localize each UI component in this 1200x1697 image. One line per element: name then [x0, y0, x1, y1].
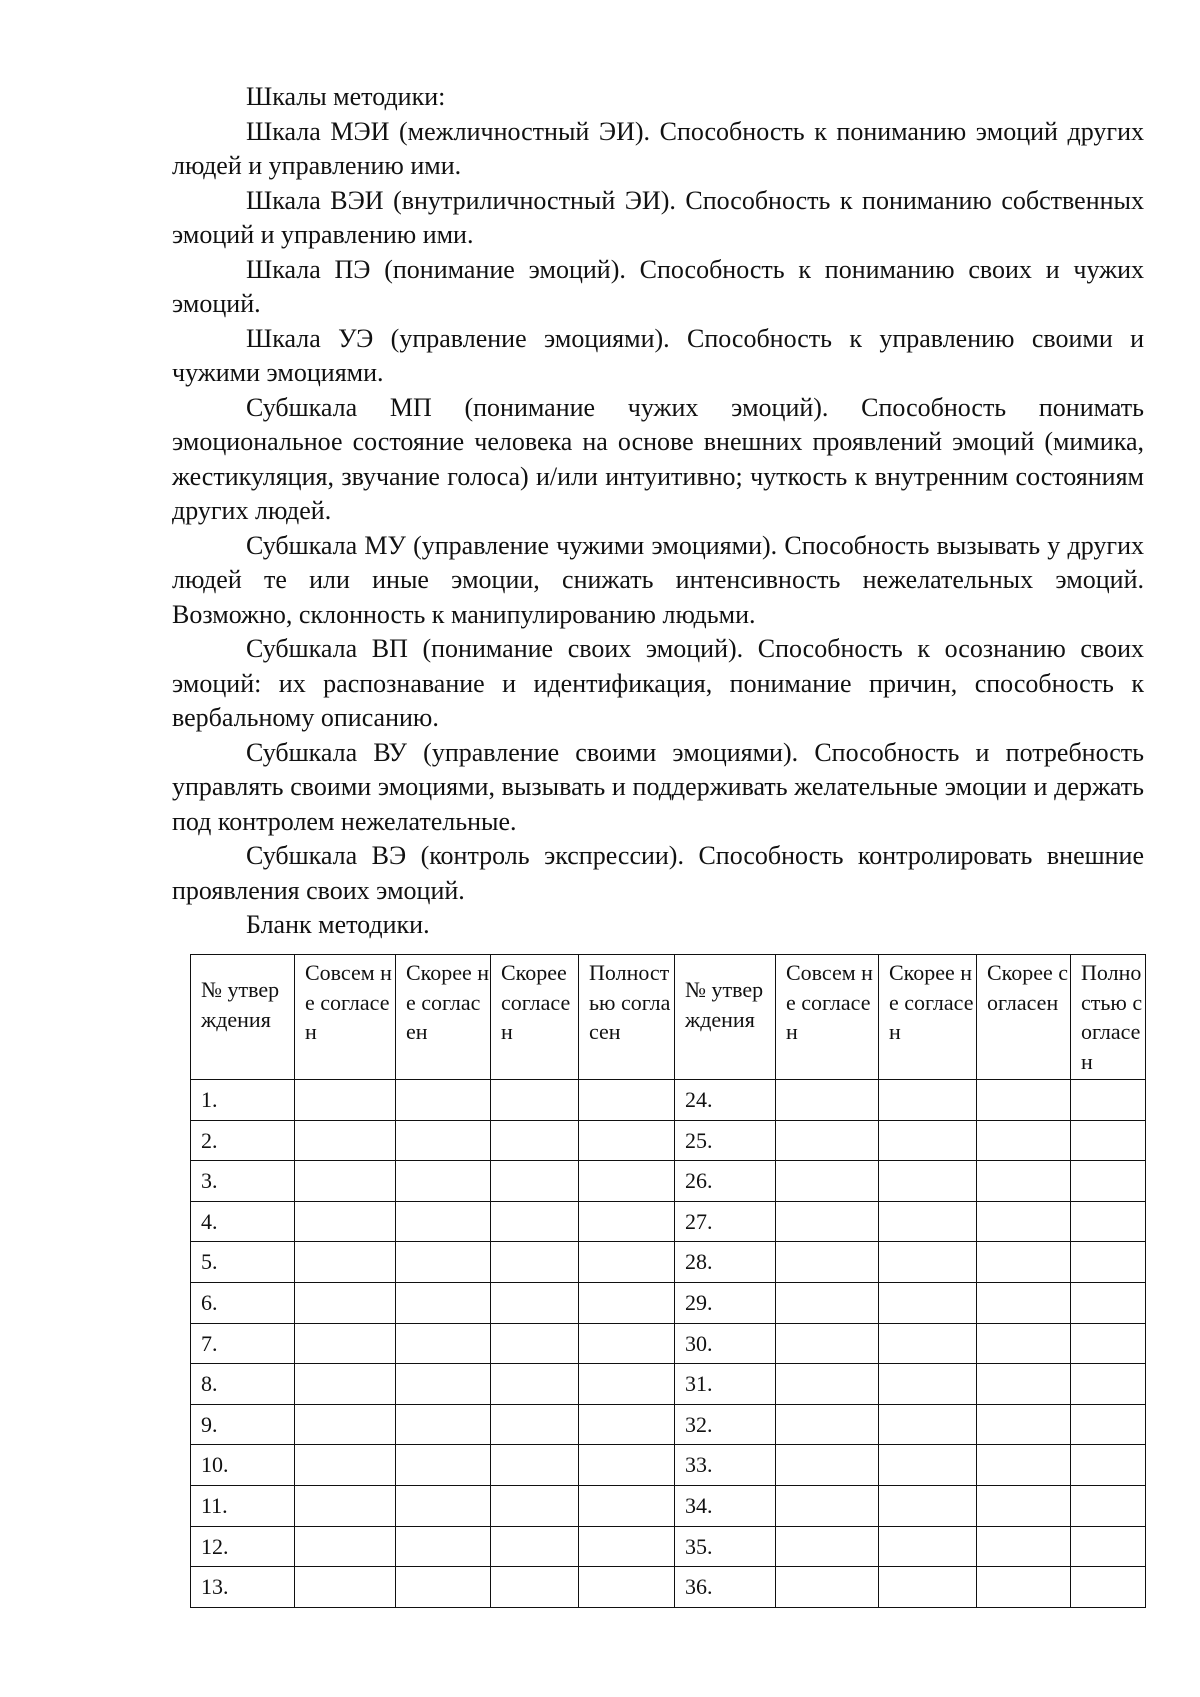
statement-number-cell: 26.	[675, 1161, 776, 1202]
answer-cell[interactable]	[776, 1242, 879, 1283]
answer-cell[interactable]	[977, 1282, 1071, 1323]
answer-cell[interactable]	[491, 1364, 579, 1405]
answer-cell[interactable]	[396, 1080, 491, 1121]
answer-cell[interactable]	[396, 1282, 491, 1323]
statement-number-cell: 6.	[191, 1282, 295, 1323]
statement-number-cell: 7.	[191, 1323, 295, 1364]
answer-cell[interactable]	[776, 1364, 879, 1405]
header-rather-agree: Скорее согласен	[977, 955, 1071, 1080]
answer-cell[interactable]	[295, 1080, 396, 1121]
table-header-row	[191, 955, 1146, 1080]
answer-cell[interactable]	[1071, 1120, 1146, 1161]
statement-number-cell: 28.	[675, 1242, 776, 1283]
answer-cell[interactable]	[579, 1526, 675, 1567]
answer-cell[interactable]	[295, 1201, 396, 1242]
table-row	[191, 1242, 1146, 1283]
statement-number-cell: 24.	[675, 1080, 776, 1121]
answer-cell[interactable]	[879, 1282, 977, 1323]
table-row	[191, 1201, 1146, 1242]
answer-cell[interactable]	[776, 1445, 879, 1486]
answer-cell[interactable]	[396, 1526, 491, 1567]
answer-cell[interactable]	[396, 1201, 491, 1242]
answer-cell[interactable]	[579, 1120, 675, 1161]
table-row	[191, 1323, 1146, 1364]
answer-cell[interactable]	[396, 1323, 491, 1364]
scale-ue-paragraph: Шкала УЭ (управление эмоциями). Способность к управлению своими и чужими эмоциями.	[172, 323, 1144, 387]
header-strongly-disagree: Совсем не согласен	[295, 955, 396, 1080]
answer-cell[interactable]	[977, 1120, 1071, 1161]
answer-cell[interactable]	[491, 1120, 579, 1161]
table-row	[191, 1282, 1146, 1323]
answer-cell[interactable]	[977, 1323, 1071, 1364]
answer-cell[interactable]	[879, 1404, 977, 1445]
answer-cell[interactable]	[879, 1364, 977, 1405]
table-row	[191, 1080, 1146, 1121]
answer-cell[interactable]	[879, 1485, 977, 1526]
statement-number-cell: 5.	[191, 1242, 295, 1283]
answer-cell[interactable]	[579, 1485, 675, 1526]
answer-cell[interactable]	[776, 1282, 879, 1323]
answer-cell[interactable]	[776, 1080, 879, 1121]
answer-cell[interactable]	[879, 1120, 977, 1161]
header-statement-number: № утверждения	[675, 955, 776, 1080]
statement-number-cell: 34.	[675, 1485, 776, 1526]
answer-cell[interactable]	[396, 1404, 491, 1445]
statement-number-cell: 31.	[675, 1364, 776, 1405]
subscale-vp-paragraph: Субшкала ВП (понимание своих эмоций). Способность к осознанию своих эмоций: их распознавание и идентификация, понимание причин, способность к вербальному описанию.	[172, 634, 1144, 732]
answer-cell[interactable]	[1071, 1404, 1146, 1445]
header-statement-number: № утверждения	[191, 955, 295, 1080]
answer-cell[interactable]	[491, 1445, 579, 1486]
answer-cell[interactable]	[491, 1201, 579, 1242]
answer-cell[interactable]	[879, 1242, 977, 1283]
answer-cell[interactable]	[579, 1282, 675, 1323]
subscale-vu-paragraph: Субшкала ВУ (управление своими эмоциями). Способность и потребность управлять своими эмоциями, вызывать и поддерживать желательные эмоции и держать под контролем нежелательные.	[172, 737, 1144, 836]
answer-cell[interactable]	[1071, 1161, 1146, 1202]
statement-number-cell: 4.	[191, 1201, 295, 1242]
answer-cell[interactable]	[396, 1567, 491, 1608]
answer-cell[interactable]	[879, 1201, 977, 1242]
answer-cell[interactable]	[491, 1282, 579, 1323]
answer-cell[interactable]	[579, 1445, 675, 1486]
statement-number-cell: 33.	[675, 1445, 776, 1486]
answer-cell[interactable]	[579, 1242, 675, 1283]
answer-cell[interactable]	[396, 1445, 491, 1486]
document-text	[172, 80, 1144, 943]
answer-cell[interactable]	[491, 1567, 579, 1608]
header-strongly-disagree: Совсем не согласен	[776, 955, 879, 1080]
statement-number-cell: 27.	[675, 1201, 776, 1242]
answer-cell[interactable]	[977, 1242, 1071, 1283]
answer-cell[interactable]	[295, 1445, 396, 1486]
answer-cell[interactable]	[579, 1080, 675, 1121]
statement-number-cell: 30.	[675, 1323, 776, 1364]
statement-number-cell: 29.	[675, 1282, 776, 1323]
table-body	[191, 1080, 1146, 1608]
answer-cell[interactable]	[776, 1201, 879, 1242]
answer-cell[interactable]	[295, 1364, 396, 1405]
answer-cell[interactable]	[977, 1567, 1071, 1608]
statement-number-cell: 10.	[191, 1445, 295, 1486]
answer-cell[interactable]	[295, 1120, 396, 1161]
answer-cell[interactable]	[776, 1567, 879, 1608]
header-rather-agree: Скорее согласен	[491, 955, 579, 1080]
answer-cell[interactable]	[776, 1120, 879, 1161]
table-row	[191, 1161, 1146, 1202]
header-rather-disagree: Скорее не согласен	[396, 955, 491, 1080]
subscale-mp-paragraph: Субшкала МП (понимание чужих эмоций). Способность понимать эмоциональное состояние человека на основе внешних проявлений эмоций (мимика, жестикуляция, звучание голоса) и/или интуитивно; чуткость к внутренним состояниям других людей.	[172, 392, 1144, 525]
table-row	[191, 1567, 1146, 1608]
scale-pe-paragraph: Шкала ПЭ (понимание эмоций). Способность к пониманию своих и чужих эмоций.	[172, 254, 1144, 318]
answer-cell[interactable]	[295, 1161, 396, 1202]
answer-cell[interactable]	[396, 1364, 491, 1405]
answer-cell[interactable]	[1071, 1567, 1146, 1608]
answer-cell[interactable]	[396, 1242, 491, 1283]
subscale-mu-paragraph: Субшкала МУ (управление чужими эмоциями). Способность вызывать у других людей те или иные эмоции, снижать интенсивность нежелательных эмоций. Возможно, склонность к манипулированию людьми.	[172, 530, 1144, 629]
answer-cell[interactable]	[295, 1323, 396, 1364]
answer-cell[interactable]	[1071, 1445, 1146, 1486]
statement-number-cell: 12.	[191, 1526, 295, 1567]
header-rather-disagree: Скорее не согласен	[879, 955, 977, 1080]
answer-cell[interactable]	[977, 1201, 1071, 1242]
answer-cell[interactable]	[579, 1323, 675, 1364]
statement-number-cell: 11.	[191, 1485, 295, 1526]
answer-cell[interactable]	[1071, 1526, 1146, 1567]
answer-cell[interactable]	[295, 1526, 396, 1567]
table-row	[191, 1364, 1146, 1405]
statement-number-cell: 1.	[191, 1080, 295, 1121]
answer-cell[interactable]	[776, 1323, 879, 1364]
table-row	[191, 1120, 1146, 1161]
form-heading: Бланк методики.	[246, 910, 430, 939]
statement-number-cell: 32.	[675, 1404, 776, 1445]
answer-cell[interactable]	[977, 1080, 1071, 1121]
answer-cell[interactable]	[977, 1445, 1071, 1486]
answer-cell[interactable]	[295, 1485, 396, 1526]
answer-cell[interactable]	[776, 1404, 879, 1445]
statement-number-cell: 2.	[191, 1120, 295, 1161]
answer-cell[interactable]	[977, 1404, 1071, 1445]
answer-cell[interactable]	[491, 1526, 579, 1567]
answer-cell[interactable]	[579, 1161, 675, 1202]
answer-cell[interactable]	[396, 1485, 491, 1526]
answer-cell[interactable]	[879, 1567, 977, 1608]
answer-cell[interactable]	[879, 1323, 977, 1364]
answer-cell[interactable]	[977, 1161, 1071, 1202]
answer-cell[interactable]	[1071, 1201, 1146, 1242]
answer-cell[interactable]	[491, 1080, 579, 1121]
header-strongly-agree: Полностью согласен	[1071, 955, 1146, 1080]
scale-vei-paragraph: Шкала ВЭИ (внутриличностный ЭИ). Способность к пониманию собственных эмоций и управлению ими.	[172, 185, 1144, 249]
answer-cell[interactable]	[396, 1120, 491, 1161]
answer-cell[interactable]	[879, 1526, 977, 1567]
answer-cell[interactable]	[879, 1445, 977, 1486]
statement-number-cell: 25.	[675, 1120, 776, 1161]
answer-form-table	[190, 954, 1146, 1608]
answer-cell[interactable]	[1071, 1242, 1146, 1283]
answer-cell[interactable]	[977, 1485, 1071, 1526]
answer-cell[interactable]	[491, 1485, 579, 1526]
answer-cell[interactable]	[491, 1161, 579, 1202]
answer-cell[interactable]	[295, 1282, 396, 1323]
table-row	[191, 1404, 1146, 1445]
answer-cell[interactable]	[579, 1567, 675, 1608]
subscale-ve-paragraph: Субшкала ВЭ (контроль экспрессии). Способность контролировать внешние проявления своих эмоций.	[172, 841, 1144, 905]
answer-cell[interactable]	[879, 1080, 977, 1121]
answer-cell[interactable]	[977, 1364, 1071, 1405]
answer-cell[interactable]	[579, 1404, 675, 1445]
answer-cell[interactable]	[579, 1364, 675, 1405]
answer-cell[interactable]	[776, 1526, 879, 1567]
answer-cell[interactable]	[879, 1161, 977, 1202]
answer-cell[interactable]	[396, 1161, 491, 1202]
statement-number-cell: 13.	[191, 1567, 295, 1608]
statement-number-cell: 36.	[675, 1567, 776, 1608]
answer-cell[interactable]	[1071, 1282, 1146, 1323]
answer-cell[interactable]	[579, 1201, 675, 1242]
answer-cell[interactable]	[491, 1404, 579, 1445]
answer-cell[interactable]	[491, 1242, 579, 1283]
answer-cell[interactable]	[295, 1404, 396, 1445]
answer-cell[interactable]	[491, 1323, 579, 1364]
statement-number-cell: 3.	[191, 1161, 295, 1202]
statement-number-cell: 9.	[191, 1404, 295, 1445]
scale-mei-paragraph: Шкала МЭИ (межличностный ЭИ). Способность к пониманию эмоций других людей и управлению ими.	[172, 116, 1144, 180]
table-row	[191, 1485, 1146, 1526]
answer-cell[interactable]	[977, 1526, 1071, 1567]
table-row	[191, 1526, 1146, 1567]
answer-cell[interactable]	[1071, 1364, 1146, 1405]
header-strongly-agree: Полностью согласен	[579, 955, 675, 1080]
statement-number-cell: 8.	[191, 1364, 295, 1405]
answer-cell[interactable]	[776, 1485, 879, 1526]
answer-cell[interactable]	[1071, 1323, 1146, 1364]
scales-heading: Шкалы методики:	[246, 82, 446, 111]
statement-number-cell: 35.	[675, 1526, 776, 1567]
answer-cell[interactable]	[295, 1242, 396, 1283]
answer-cell[interactable]	[295, 1567, 396, 1608]
answer-cell[interactable]	[1071, 1080, 1146, 1121]
answer-cell[interactable]	[1071, 1485, 1146, 1526]
table-row	[191, 1445, 1146, 1486]
answer-cell[interactable]	[776, 1161, 879, 1202]
